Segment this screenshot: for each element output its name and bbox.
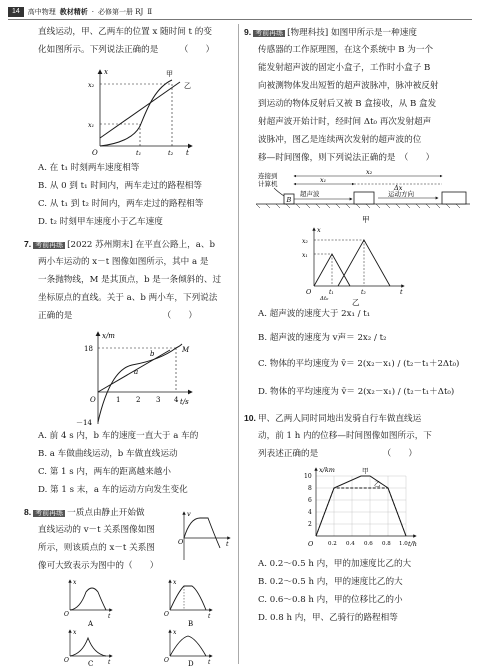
page-number: 14 — [8, 7, 24, 17]
q7-option-a[interactable]: A. 前 4 s 内，b 车的速度一直大于 a 车的 — [38, 431, 199, 441]
q8-vt-graph — [178, 508, 234, 564]
q7-tick-1: 1 — [116, 396, 121, 404]
q8-tag: 考前再练 — [35, 510, 64, 517]
q9-line-2: 传感器的工作原理图，在这个系统中 B 为一个 — [258, 45, 434, 55]
book-title: 必修第一册 RJ — [98, 8, 144, 16]
q9-label-connect: 连接到 — [258, 172, 278, 180]
q9-caption-jia: 甲 — [362, 215, 370, 224]
q7-axis-x: x/m — [102, 332, 115, 340]
q10-number: 10. — [244, 413, 256, 423]
q8-choice-d-graph[interactable] — [164, 629, 212, 666]
q9-label-computer: 计算机 — [258, 180, 278, 188]
q6-line-2: 化如图所示。下列说法正确的是 （ ） — [38, 45, 215, 55]
q10-axis-t: t/h — [408, 540, 417, 548]
q6-axis-t: t — [186, 149, 189, 156]
q7-graph — [70, 330, 200, 430]
q10-xtick-06: 0.6 — [364, 541, 373, 547]
q10-line-3: 列表述正确的是 （ ） — [258, 449, 417, 459]
q8-vt-axis-v: v — [187, 510, 191, 518]
page-header: 14 高中物理 教材精析 · 必修第一册 RJ Ⅱ — [8, 6, 152, 18]
q8-line-3: 所示，则该质点的 x－t 关系图 — [38, 543, 155, 553]
q10-ytick-8: 8 — [308, 485, 312, 492]
q10-line-1: 10. 甲、乙两人同时同地出发骑自行车做直线运 — [244, 413, 422, 424]
q8-line-1: 8. 考前再练 一质点由静止开始做 — [24, 507, 145, 518]
q8-vt-axis-t: t — [226, 540, 229, 548]
svg-text:t: t — [208, 613, 211, 620]
q9-line-3: 能发射超声波的固定小盒子，工作时小盒子 B — [258, 63, 431, 73]
q10-xtick-02: 0.2 — [328, 541, 337, 547]
q7-label-a: a — [134, 368, 139, 376]
q6-option-a[interactable]: A. 在 t₁ 时刻两车速度相等 — [38, 163, 140, 173]
q8-choice-d-label: D — [188, 660, 194, 666]
q7-label-neg14: －14 — [76, 419, 92, 427]
q7-number: 7. — [24, 239, 32, 249]
q9-label-x1: x₁ — [320, 176, 327, 184]
q7-line-3: 一条抛物线，M 是其顶点，b 是一条倾斜的、过 — [38, 275, 222, 285]
q6-line-1: 直线运动，甲、乙两车的位置 x 随时间 t 的变 — [38, 27, 212, 37]
q9-figure-yi — [300, 226, 410, 306]
q10-xtick-10: 1.0 — [399, 541, 408, 547]
q10-origin: O — [308, 540, 314, 548]
q9-yi-axis-t: t — [400, 288, 403, 296]
q9-yi-t1: t₁ — [329, 289, 334, 296]
q10-xtick-08: 0.8 — [382, 541, 391, 547]
svg-text:O: O — [64, 657, 69, 664]
q6-origin: O — [92, 149, 98, 156]
book-section: Ⅱ — [147, 8, 153, 16]
q8-choice-c-graph[interactable] — [64, 629, 112, 666]
q7-label-m: M — [182, 346, 190, 354]
q8-choices — [30, 578, 235, 666]
svg-text:t: t — [108, 613, 111, 620]
q6-label-t1: t₁ — [136, 149, 142, 156]
brand: 教材精析 — [59, 7, 88, 16]
q9-yi-origin: O — [306, 288, 312, 296]
q10-ytick-2: 2 — [308, 521, 312, 528]
q9-figure-jia — [254, 170, 474, 226]
q9-line-6: 射超声波开始计时，经时间 Δt₀ 再次发射超声 — [258, 117, 432, 127]
q10-option-c[interactable]: C. 0.6～0.8 h 内，甲的位移比乙的小 — [258, 595, 403, 605]
q7-label-18: 18 — [84, 345, 93, 353]
q8-choice-a-label: A — [88, 620, 94, 628]
q6-label-jia: 甲 — [166, 70, 173, 78]
q9-line-7: 波脉冲，图乙是连续两次发射的超声波的位 — [258, 135, 422, 145]
q9-label-x2: x₂ — [366, 170, 373, 176]
svg-text:O: O — [164, 611, 169, 618]
q8-line-2: 直线运动的 v－t 关系图像如图 — [38, 525, 155, 535]
q6-option-d[interactable]: D. t₂ 时刻甲车速度小于乙车速度 — [38, 217, 163, 227]
q9-option-c[interactable]: C. 物体的平均速度为 v̄＝ 2(x₂－x₁) / (t₂－t₁＋2Δt₀) — [258, 359, 460, 369]
q7-line-1: 7. 考前再练 [2022 苏州期末] 在平直公路上，a、b — [24, 239, 215, 250]
q10-option-d[interactable]: D. 0.8 h 内，甲、乙骑行的路程相等 — [258, 613, 398, 623]
q7-tick-4: 4 — [174, 396, 179, 404]
q9-line-5: 到运动的物体反射后又被 B 盒接收，从 B 盒发 — [258, 99, 437, 109]
q10-line-2: 动，前 1 h 内的位移—时间图像如图所示，下 — [258, 431, 432, 441]
q7-tick-2: 2 — [136, 396, 141, 404]
svg-text:t: t — [208, 659, 211, 666]
q9-yi-x2: x₂ — [302, 238, 308, 245]
q6-graph — [88, 66, 198, 156]
header-rule — [8, 19, 472, 20]
q10-label-jia: 甲 — [362, 467, 369, 475]
q7-option-d[interactable]: D. 第 1 s 末，a 车的运动方向发生变化 — [38, 485, 188, 495]
q9-option-c-formula: 2(x₂－x₁) / (t₂－t₁＋2Δt₀) — [357, 359, 460, 369]
q7-origin: O — [90, 396, 96, 404]
q10-ytick-6: 6 — [308, 497, 312, 504]
q8-choice-b-graph[interactable] — [164, 579, 212, 628]
q10-xtick-04: 0.4 — [346, 541, 355, 547]
q8-choice-a-graph[interactable] — [64, 579, 112, 628]
q9-label-dx: Δx — [394, 184, 403, 192]
q7-label-b: b — [150, 350, 155, 358]
q6-label-x2: x₂ — [88, 81, 95, 89]
q10-ytick-10: 10 — [304, 473, 312, 480]
svg-text:x: x — [73, 579, 77, 586]
q6-axis-x: x — [104, 68, 108, 76]
q9-option-d[interactable]: D. 物体的平均速度为 v̄＝ 2(x₂－x₁) / (t₂－t₁＋Δt₀) — [258, 387, 455, 397]
q7-line-5: 正确的是 （ ） — [38, 311, 197, 321]
q10-option-a[interactable]: A. 0.2～0.5 h 内，甲的加速度比乙的大 — [258, 559, 412, 569]
q7-axis-t: t/s — [180, 398, 189, 406]
q10-axis-x: x/km — [319, 466, 335, 474]
q9-tag: 考前再练 — [255, 30, 284, 37]
q9-yi-t2: t₂ — [361, 289, 366, 296]
subject: 高中物理 — [27, 8, 56, 16]
q9-option-b[interactable]: B. 超声波的速度为 v声＝ 2x₂ / t₂ — [258, 333, 387, 343]
q7-line-4: 坐标原点的直线。关于 a、b 两小车，下列说法 — [38, 293, 218, 303]
q10-label-yi: 乙 — [374, 480, 381, 488]
q7-line-2: 两小车运动的 x－t 图像如图所示，其中 a 是 — [38, 257, 209, 267]
svg-text:x: x — [173, 579, 177, 586]
q8-choice-c-label: C — [88, 660, 94, 666]
q9-option-a[interactable]: A. 超声波的速度大于 2x₁ / t₁ — [258, 309, 371, 319]
q8-line-4: 像可大致表示为图中的（ ） — [38, 561, 159, 571]
q7-tag: 考前再练 — [35, 242, 64, 249]
q9-option-a-formula: 2x₁ / t₁ — [341, 309, 371, 319]
q10-graph — [302, 466, 422, 550]
svg-text:O: O — [64, 611, 69, 618]
q7-tick-3: 3 — [156, 396, 161, 404]
q6-label-yi: 乙 — [184, 82, 191, 90]
svg-text:x: x — [173, 629, 177, 636]
q8-choice-b-label: B — [188, 620, 194, 628]
q7-option-c[interactable]: C. 第 1 s 内，两车的距离越来越小 — [38, 467, 171, 477]
q9-box-b: B — [286, 196, 292, 204]
q9-caption-yi: 乙 — [352, 298, 360, 306]
svg-text:x: x — [73, 629, 77, 636]
q8-number: 8. — [24, 507, 32, 517]
q9-label-wave: 超声波 — [300, 190, 320, 198]
q6-label-x1: x₁ — [88, 121, 95, 129]
q9-line-4: 向被测物体发出短暂的超声波脉冲，脉冲被反射 — [258, 81, 439, 91]
q9-line-8: 移—时间图像，则下列说法正确的是 （ ） — [258, 153, 435, 163]
q9-yi-dt: Δt₀ — [320, 296, 329, 302]
q9-option-d-formula: 2(x₂－x₁) / (t₂－t₁＋Δt₀) — [357, 387, 455, 397]
q10-ytick-4: 4 — [308, 509, 312, 516]
q7-option-b[interactable]: B. a 车做曲线运动，b 车做直线运动 — [38, 449, 178, 459]
q9-yi-axis-x: x — [317, 226, 321, 234]
q6-label-t2: t₂ — [168, 149, 174, 156]
column-divider — [238, 24, 239, 664]
q9-number: 9. — [244, 27, 252, 37]
q6-option-c[interactable]: C. 从 t₁ 到 t₂ 时间内，两车走过的路程相等 — [38, 199, 204, 209]
q9-line-1: 9. 考前再练 [物理科技] 如图甲所示是一种速度 — [244, 27, 417, 38]
q9-yi-x1: x₁ — [302, 252, 308, 259]
q9-label-motion: 运动方向 — [388, 190, 414, 198]
svg-text:t: t — [108, 659, 111, 666]
svg-text:O: O — [164, 657, 169, 664]
q9-option-b-formula: 2x₂ / t₂ — [357, 333, 387, 343]
q6-option-b[interactable]: B. 从 0 到 t₁ 时间内，两车走过的路程相等 — [38, 181, 202, 191]
q10-option-b[interactable]: B. 0.2～0.5 h 内，甲的速度比乙的大 — [258, 577, 403, 587]
q8-vt-origin: O — [178, 538, 184, 546]
